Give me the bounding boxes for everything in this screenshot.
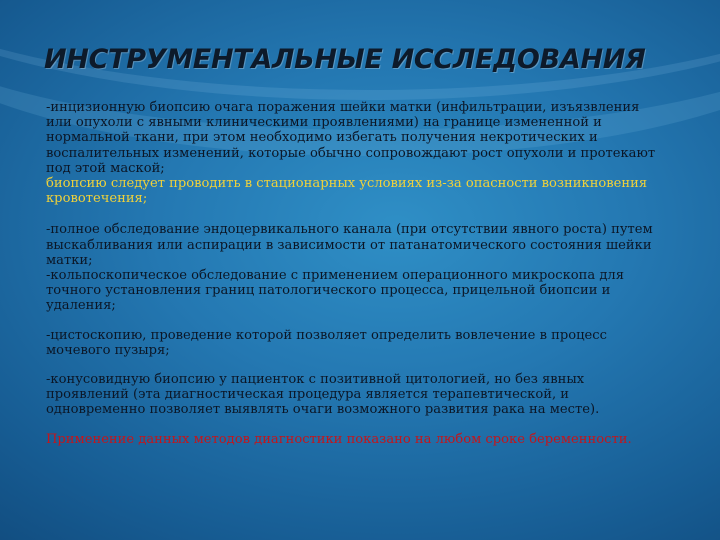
spacer xyxy=(46,418,666,432)
paragraph-colposcopy: -кольпоскопическое обследование с применением операционного микроскопа для точного установления границ патологического процесса, прицельной биопсии и удаления; xyxy=(46,268,624,314)
paragraph-pregnancy-note: Применение данных методов диагностики показано на любом сроке беременности. xyxy=(46,431,632,447)
paragraph-cone-biopsy: -конусовидную биопсию у пациенток с позитивной цитологией, но без явных проявлений (эта диагностическая процедура является терапевтической, и одновременно позволяет выявлять очаги возможного развития рака на месте). xyxy=(46,372,600,418)
paragraph-endocervical-exam: -полное обследование эндоцервикального канала (при отсутствии явного роста) путем выскабливания или аспирации в зависимости от патанатомического состояния шейки матки; xyxy=(46,222,653,268)
spacer xyxy=(46,206,666,222)
spacer xyxy=(46,314,666,328)
slide-title: ИНСТРУМЕНТАЛЬНЫЕ ИССЛЕДОВАНИЯ xyxy=(44,44,646,75)
slide-content xyxy=(46,100,666,447)
paragraph-incisional-biopsy: -инцизионную биопсию очага поражения шейки матки (инфильтрации, изъязвления или опухоли с явными клиническими проявлениями) на границе измененной и нормальной ткани, при этом необходимо избегать получения некротических и воспалительных изменений, которые обычно сопровождают рост опухоли и протекают под этой маской; xyxy=(46,100,656,176)
spacer xyxy=(46,358,666,372)
paragraph-biopsy-warning: биопсию следует проводить в стационарных условиях из-за опасности возникновения кровотечения; xyxy=(46,176,648,207)
paragraph-cystoscopy: -цистоскопию, проведение которой позволяет определить вовлечение в процесс мочевого пузыря; xyxy=(46,327,607,358)
